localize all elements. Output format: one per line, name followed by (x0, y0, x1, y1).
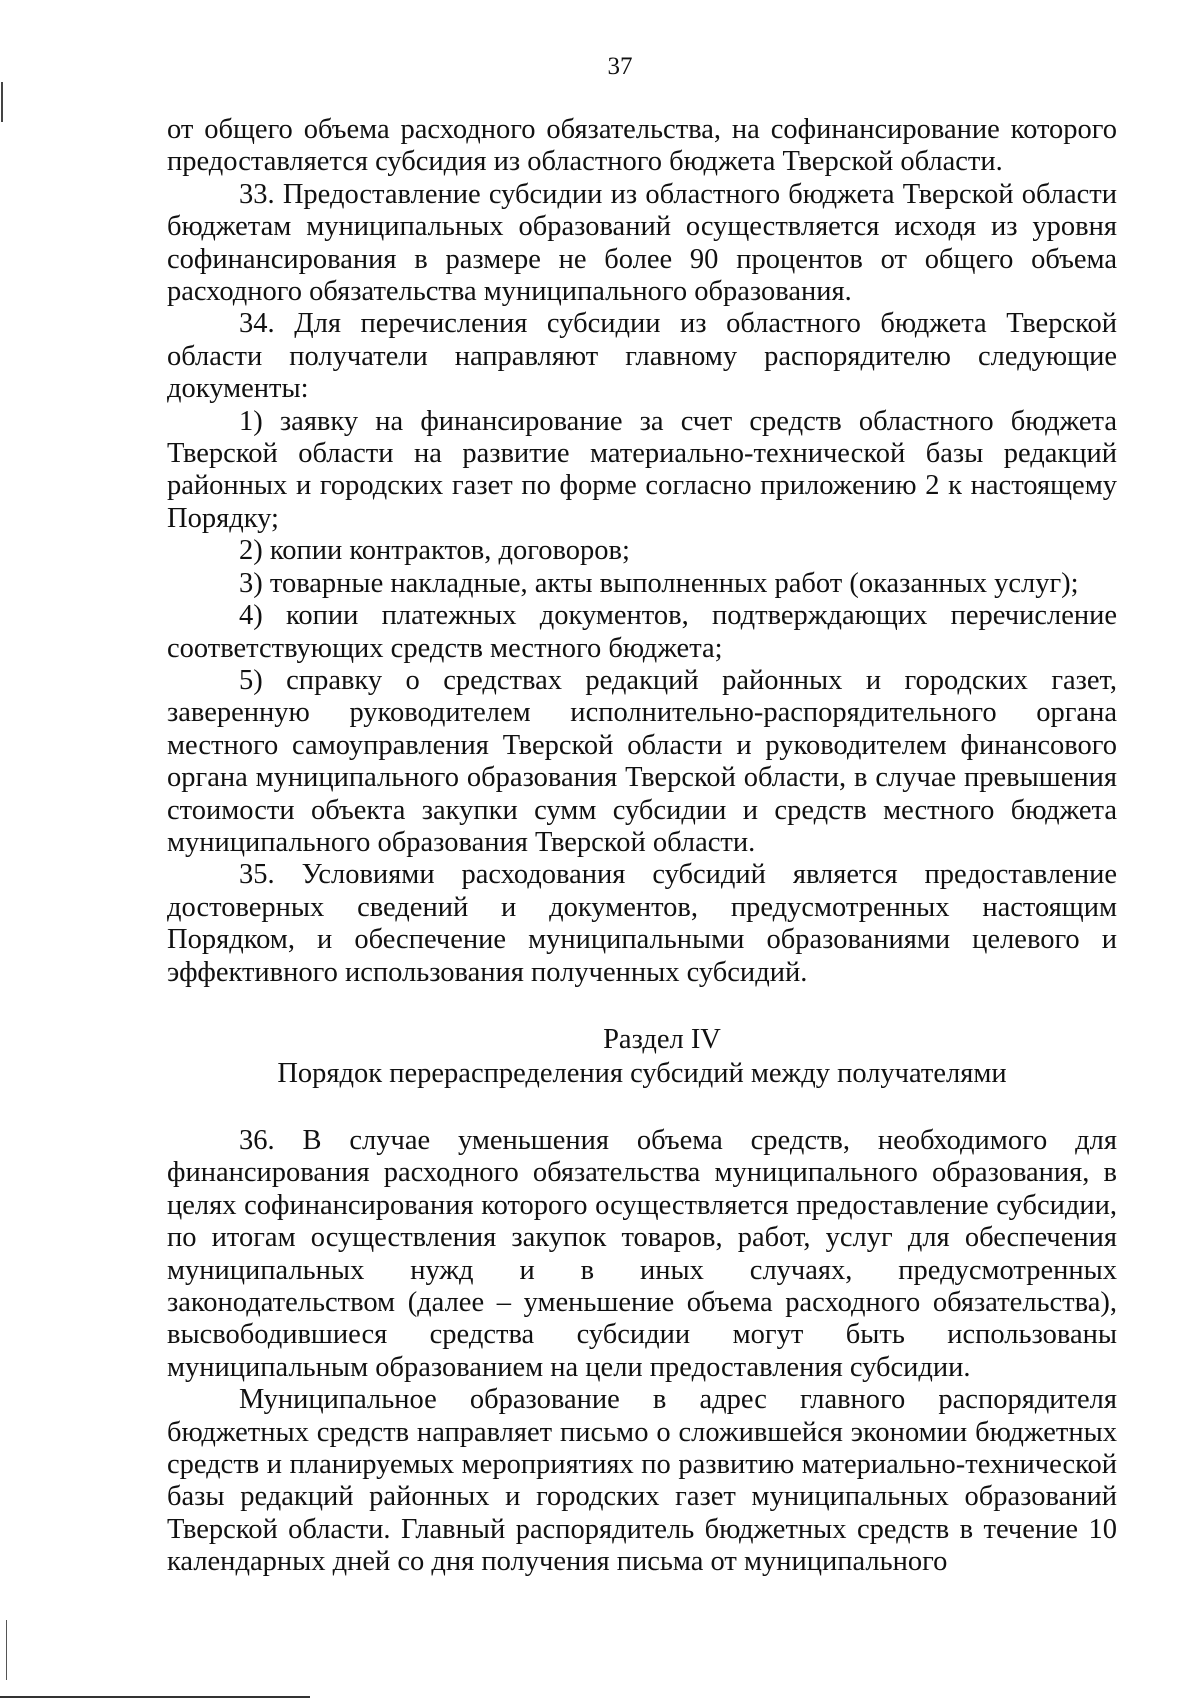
paragraph: 34. Для перечисления субсидии из областного бюджета Тверской области получатели направляют главному распорядителю следующие документы: (167, 308, 1117, 405)
paragraph: Муниципальное образование в адрес главного распорядителя бюджетных средств направляет письмо о сложившейся экономии бюджетных средств и планируемых мероприятиях по развитию материально-технической базы редакций районных и городских газет муниципальных образований Тверской области. Главный распорядитель бюджетных средств в течение 10 календарных дней со дня получения письма от муниципального (167, 1384, 1117, 1578)
scan-edge-mark (1, 82, 3, 122)
paragraph: 5) справку о средствах редакций районных и городских газет, заверенную руководителем исполнительно-распорядительного органа местного самоуправления Тверской области и руководителем финансового органа муниципального образования Тверской области, в случае превышения стоимости объекта закупки сумм субсидии и средств местного бюджета муниципального образования Тверской области. (167, 664, 1117, 858)
paragraph: 4) копии платежных документов, подтверждающих перечисление соответствующих средств местного бюджета; (167, 600, 1117, 664)
document-body (167, 114, 1117, 1579)
paragraphs-before-section (167, 114, 1117, 989)
section-heading-block (167, 1023, 1117, 1091)
paragraph: от общего объема расходного обязательства, на софинансирование которого предоставляется субсидия из областного бюджета Тверской области. (167, 114, 1117, 178)
scan-bottom-line (0, 1696, 310, 1698)
paragraph: 3) товарные накладные, акты выполненных работ (оказанных услуг); (239, 567, 1079, 599)
section-title: Порядок перераспределения субсидий между получателями (277, 1057, 1007, 1089)
paragraph: 35. Условиями расходования субсидий является предоставление достоверных сведений и документов, предусмотренных настоящим Порядком, и обеспечение муниципальными образованиями целевого и эффективного использования полученных субсидий. (167, 859, 1117, 988)
paragraph: 33. Предоставление субсидии из областного бюджета Тверской области бюджетам муниципальных образований осуществляется исходя из уровня софинансирования в размере не более 90 процентов от общего объема расходного обязательства муниципального образования. (167, 178, 1117, 308)
paragraphs-after-section (167, 1125, 1117, 1579)
paragraph: 36. В случае уменьшения объема средств, необходимого для финансирования расходного обязательства муниципального образования, в целях софинансирования которого осуществляется предоставление субсидии, по итогам осуществления закупок товаров, работ, услуг для обеспечения муниципальных нужд и в иных случаях, предусмотренных законодательством (далее – уменьшение объема расходного обязательства), высвободившиеся средства субсидии могут быть использованы муниципальным образованием на цели предоставления субсидии. (167, 1124, 1117, 1383)
paragraph: 1) заявку на финансирование за счет средств областного бюджета Тверской области на развитие материально-технической базы редакций районных и городских газет по форме согласно приложению 2 к настоящему Порядку; (167, 405, 1117, 534)
section-label: Раздел IV (603, 1023, 721, 1055)
scan-edge-line (6, 1620, 7, 1680)
page-number: 37 (607, 53, 633, 80)
paragraph: 2) копии контрактов, договоров; (239, 535, 630, 567)
